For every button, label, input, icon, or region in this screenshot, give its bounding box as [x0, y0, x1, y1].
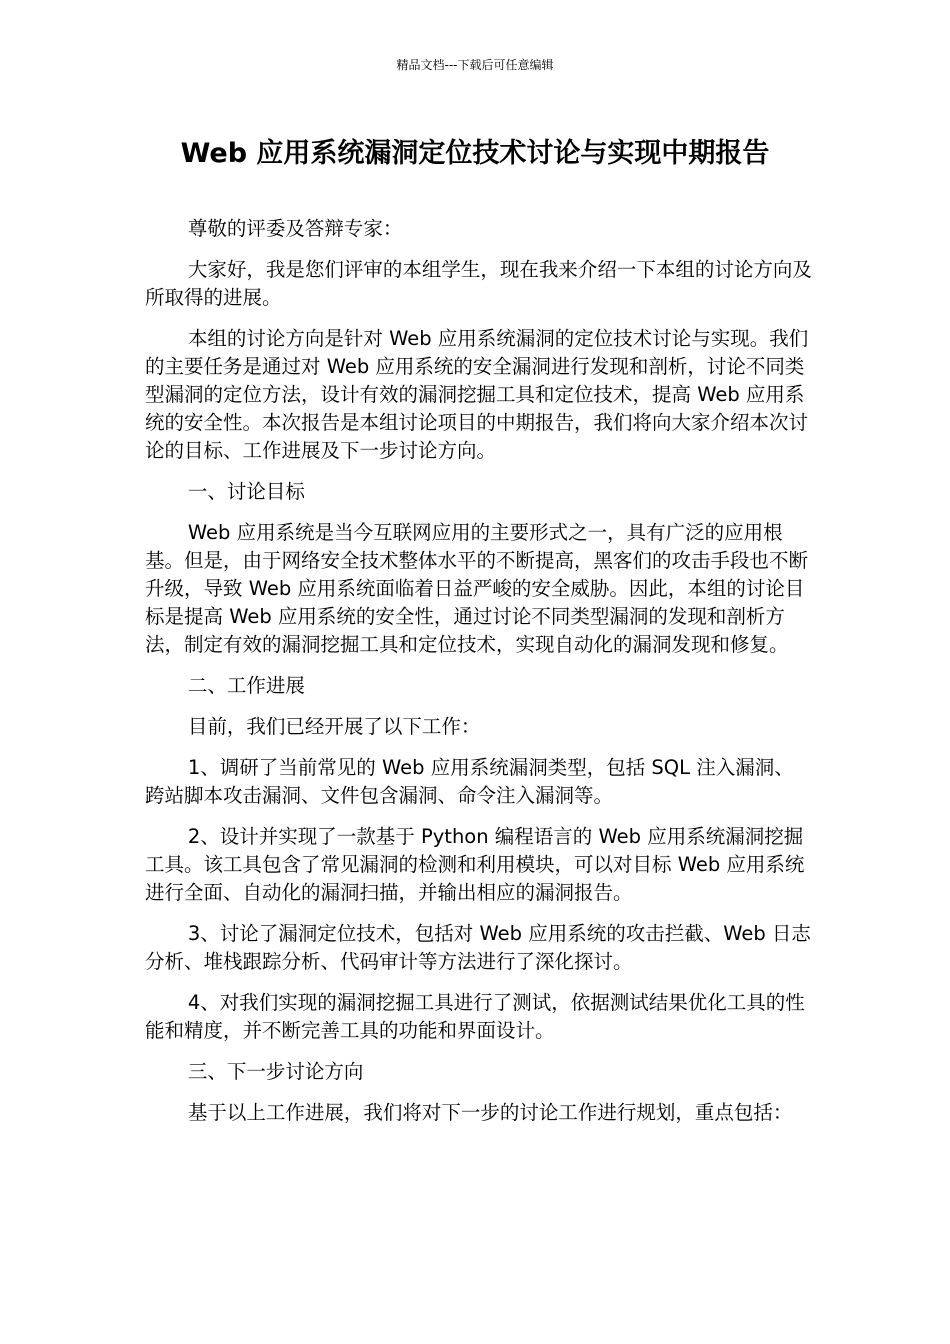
paragraph-goals: Web 应用系统是当今互联网应用的主要形式之一，具有广泛的应用根基。但是，由于网络安全技术整体水平的不断提高，黑客们的攻击手段也不断升级，导致 Web 应用系统面临着日益严峻的安全威胁。因此，本组的讨论目标是提高 Web 应用系统的安全性，通过讨论不同类型漏洞的发现和剖析方法，制定有效的漏洞挖掘工具和定位技术，实现自动化的漏洞发现和修复。: [145, 521, 809, 656]
section-heading-goals: 一、讨论目标: [187, 480, 305, 503]
paragraph-direction: 本组的讨论方向是针对 Web 应用系统漏洞的定位技术讨论与实现。我们的主要任务是通过对 Web 应用系统的安全漏洞进行发现和剖析，讨论不同类型漏洞的定位方法，设计有效的漏洞挖掘工具和定位技术，提高 Web 应用系统的安全性。本次报告是本组讨论项目的中期报告，我们将向大家介绍本次讨论的目标、工作进展及下一步讨论方向。: [145, 327, 809, 462]
document-body: [145, 215, 813, 1140]
section-heading-next-steps: 三、下一步讨论方向: [187, 1060, 364, 1083]
paragraph-intro: 大家好，我是您们评审的本组学生，现在我来介绍一下本组的讨论方向及所取得的进展。: [145, 258, 812, 309]
salutation: 尊敬的评委及答辩专家：: [187, 217, 403, 240]
section-heading-progress: 二、工作进展: [187, 674, 305, 697]
document-title: Web 应用系统漏洞定位技术讨论与实现中期报告: [180, 138, 770, 169]
paragraph-progress-intro: 目前，我们已经开展了以下工作：: [187, 715, 481, 738]
list-item-progress-4: 4、对我们实现的漏洞挖掘工具进行了测试，依据测试结果优化工具的性能和精度，并不断完善工具的功能和界面设计。: [145, 991, 805, 1042]
paragraph-next-steps: 基于以上工作进展，我们将对下一步的讨论工作进行规划，重点包括：: [187, 1101, 793, 1124]
list-item-progress-3: 3、讨论了漏洞定位技术，包括对 Web 应用系统的攻击拦截、Web 日志分析、堆栈跟踪分析、代码审计等方法进行了深化探讨。: [145, 922, 811, 973]
page-header-watermark: 精品文档---下载后可任意编辑: [396, 58, 554, 72]
list-item-progress-1: 1、调研了当前常见的 Web 应用系统漏洞类型，包括 SQL 注入漏洞、跨站脚本攻击漏洞、文件包含漏洞、命令注入漏洞等。: [145, 756, 794, 807]
list-item-progress-2: 2、设计并实现了一款基于 Python 编程语言的 Web 应用系统漏洞挖掘工具。该工具包含了常见漏洞的检测和利用模块，可以对目标 Web 应用系统进行全面、自动化的漏洞扫描，并输出相应的漏洞报告。: [145, 825, 805, 904]
